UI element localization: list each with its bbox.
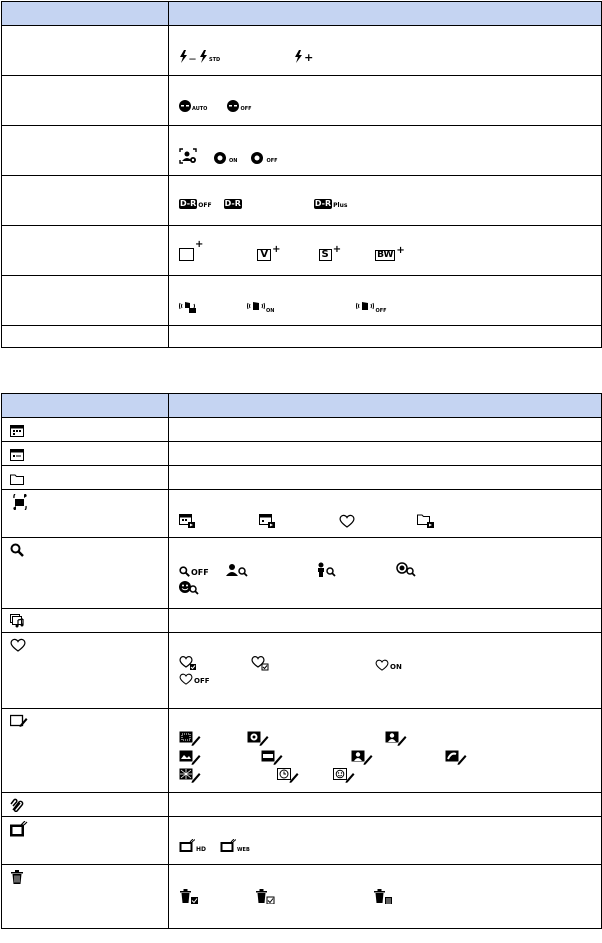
retouch-red-eye-icon [247, 731, 269, 746]
search-baby-icon [396, 562, 416, 577]
red-eye-off-icon: OFF [251, 152, 277, 164]
face-off-icon: OFF [227, 100, 251, 112]
flash-minus-icon: — [179, 50, 196, 63]
favorites-heart-icon [339, 514, 355, 528]
retouch-miniature-icon [261, 750, 283, 765]
search-smile-icon [179, 580, 199, 595]
color-mode-row [2, 226, 602, 276]
header-cell-left [2, 2, 169, 26]
event-view-icon [10, 446, 24, 465]
steadyshot-off-icon: OFF [356, 300, 386, 314]
view-mode-row [2, 490, 602, 538]
tv-hd-icon: HD [179, 839, 206, 853]
flash-row [2, 26, 602, 76]
table-header [2, 394, 602, 418]
slideshow-row [2, 609, 602, 633]
retouch-icons-line-1 [179, 731, 407, 746]
search-off-icon: OFF [179, 566, 209, 577]
protect-icon [10, 797, 26, 816]
search-face-icon [226, 563, 248, 577]
hd-web-icon [10, 821, 28, 841]
tv-web-icon: WEB [220, 839, 250, 853]
color-normal-icon: + [179, 248, 203, 261]
delete-icon [10, 869, 24, 888]
retouch-row [2, 709, 602, 793]
search-row [2, 538, 602, 609]
retouch-portrait-icon [385, 731, 407, 746]
folder-view-icon [10, 470, 24, 489]
favorite-off-icon: OFF [179, 673, 210, 685]
search-icon [10, 542, 24, 561]
folder-view-icon [417, 514, 435, 528]
slideshow-music-icon [10, 613, 26, 632]
dro-off-icon: D-R OFF [180, 199, 212, 209]
retouch-retro-icon [277, 768, 299, 783]
retouch-radial-blur-icon [179, 768, 201, 783]
retouch-soft-icon [179, 750, 201, 765]
retouch-icons-line-2 [179, 750, 467, 765]
flash-std-icon: STD [199, 50, 220, 63]
steadyshot-row [2, 276, 602, 326]
shooting-settings-table [1, 1, 602, 348]
event-view-row [2, 442, 602, 466]
favorites-row [2, 633, 602, 709]
protect-row [2, 793, 602, 817]
favorites-icon [10, 637, 26, 656]
search-child-icon [316, 562, 336, 577]
table-header [2, 2, 602, 26]
header-cell-left [2, 394, 169, 418]
face-auto-icon: AUTO [179, 100, 207, 112]
viewing-settings-table [1, 393, 602, 929]
delete-this-icon [179, 889, 199, 904]
flash-plus-icon: + [294, 50, 313, 63]
color-vivid-icon: V + [257, 249, 280, 261]
red-eye-auto-icon [179, 148, 197, 164]
date-view-icon [179, 514, 195, 528]
color-sepia-icon: S + [319, 249, 342, 261]
steadyshot-on-icon: ON [247, 300, 274, 314]
favorite-on-icon: ON [375, 659, 402, 671]
date-view-row [2, 418, 602, 442]
delete-multi-icon [255, 889, 275, 904]
date-view-icon [10, 422, 24, 441]
retouch-icon [10, 713, 28, 733]
dro-row [2, 176, 602, 226]
hd-web-row [2, 817, 602, 865]
color-bw-icon: BW + [377, 245, 405, 260]
header-cell-right [169, 394, 602, 418]
red-eye-on-icon: ON [214, 152, 237, 164]
retouch-icons-line-3 [179, 768, 355, 783]
dro-std-icon: D-R [224, 199, 241, 208]
view-mode-icon [10, 494, 30, 514]
retouch-trim-icon [179, 731, 201, 746]
header-cell-right [169, 2, 602, 26]
red-eye-row [2, 126, 602, 176]
favorite-multi-icon [251, 655, 271, 671]
retouch-smile-icon [333, 768, 355, 783]
blink-row [2, 76, 602, 126]
favorite-add-icon [179, 655, 199, 671]
empty-row [2, 326, 602, 348]
folder-view-row [2, 466, 602, 490]
retouch-painting-icon [445, 750, 467, 765]
delete-row [2, 865, 602, 929]
delete-all-icon [373, 889, 393, 904]
dro-plus-icon: D-R Plus [314, 199, 348, 209]
event-view-icon [259, 514, 275, 528]
retouch-background-icon [351, 750, 373, 765]
steadyshot-shooting-icon [179, 300, 197, 314]
